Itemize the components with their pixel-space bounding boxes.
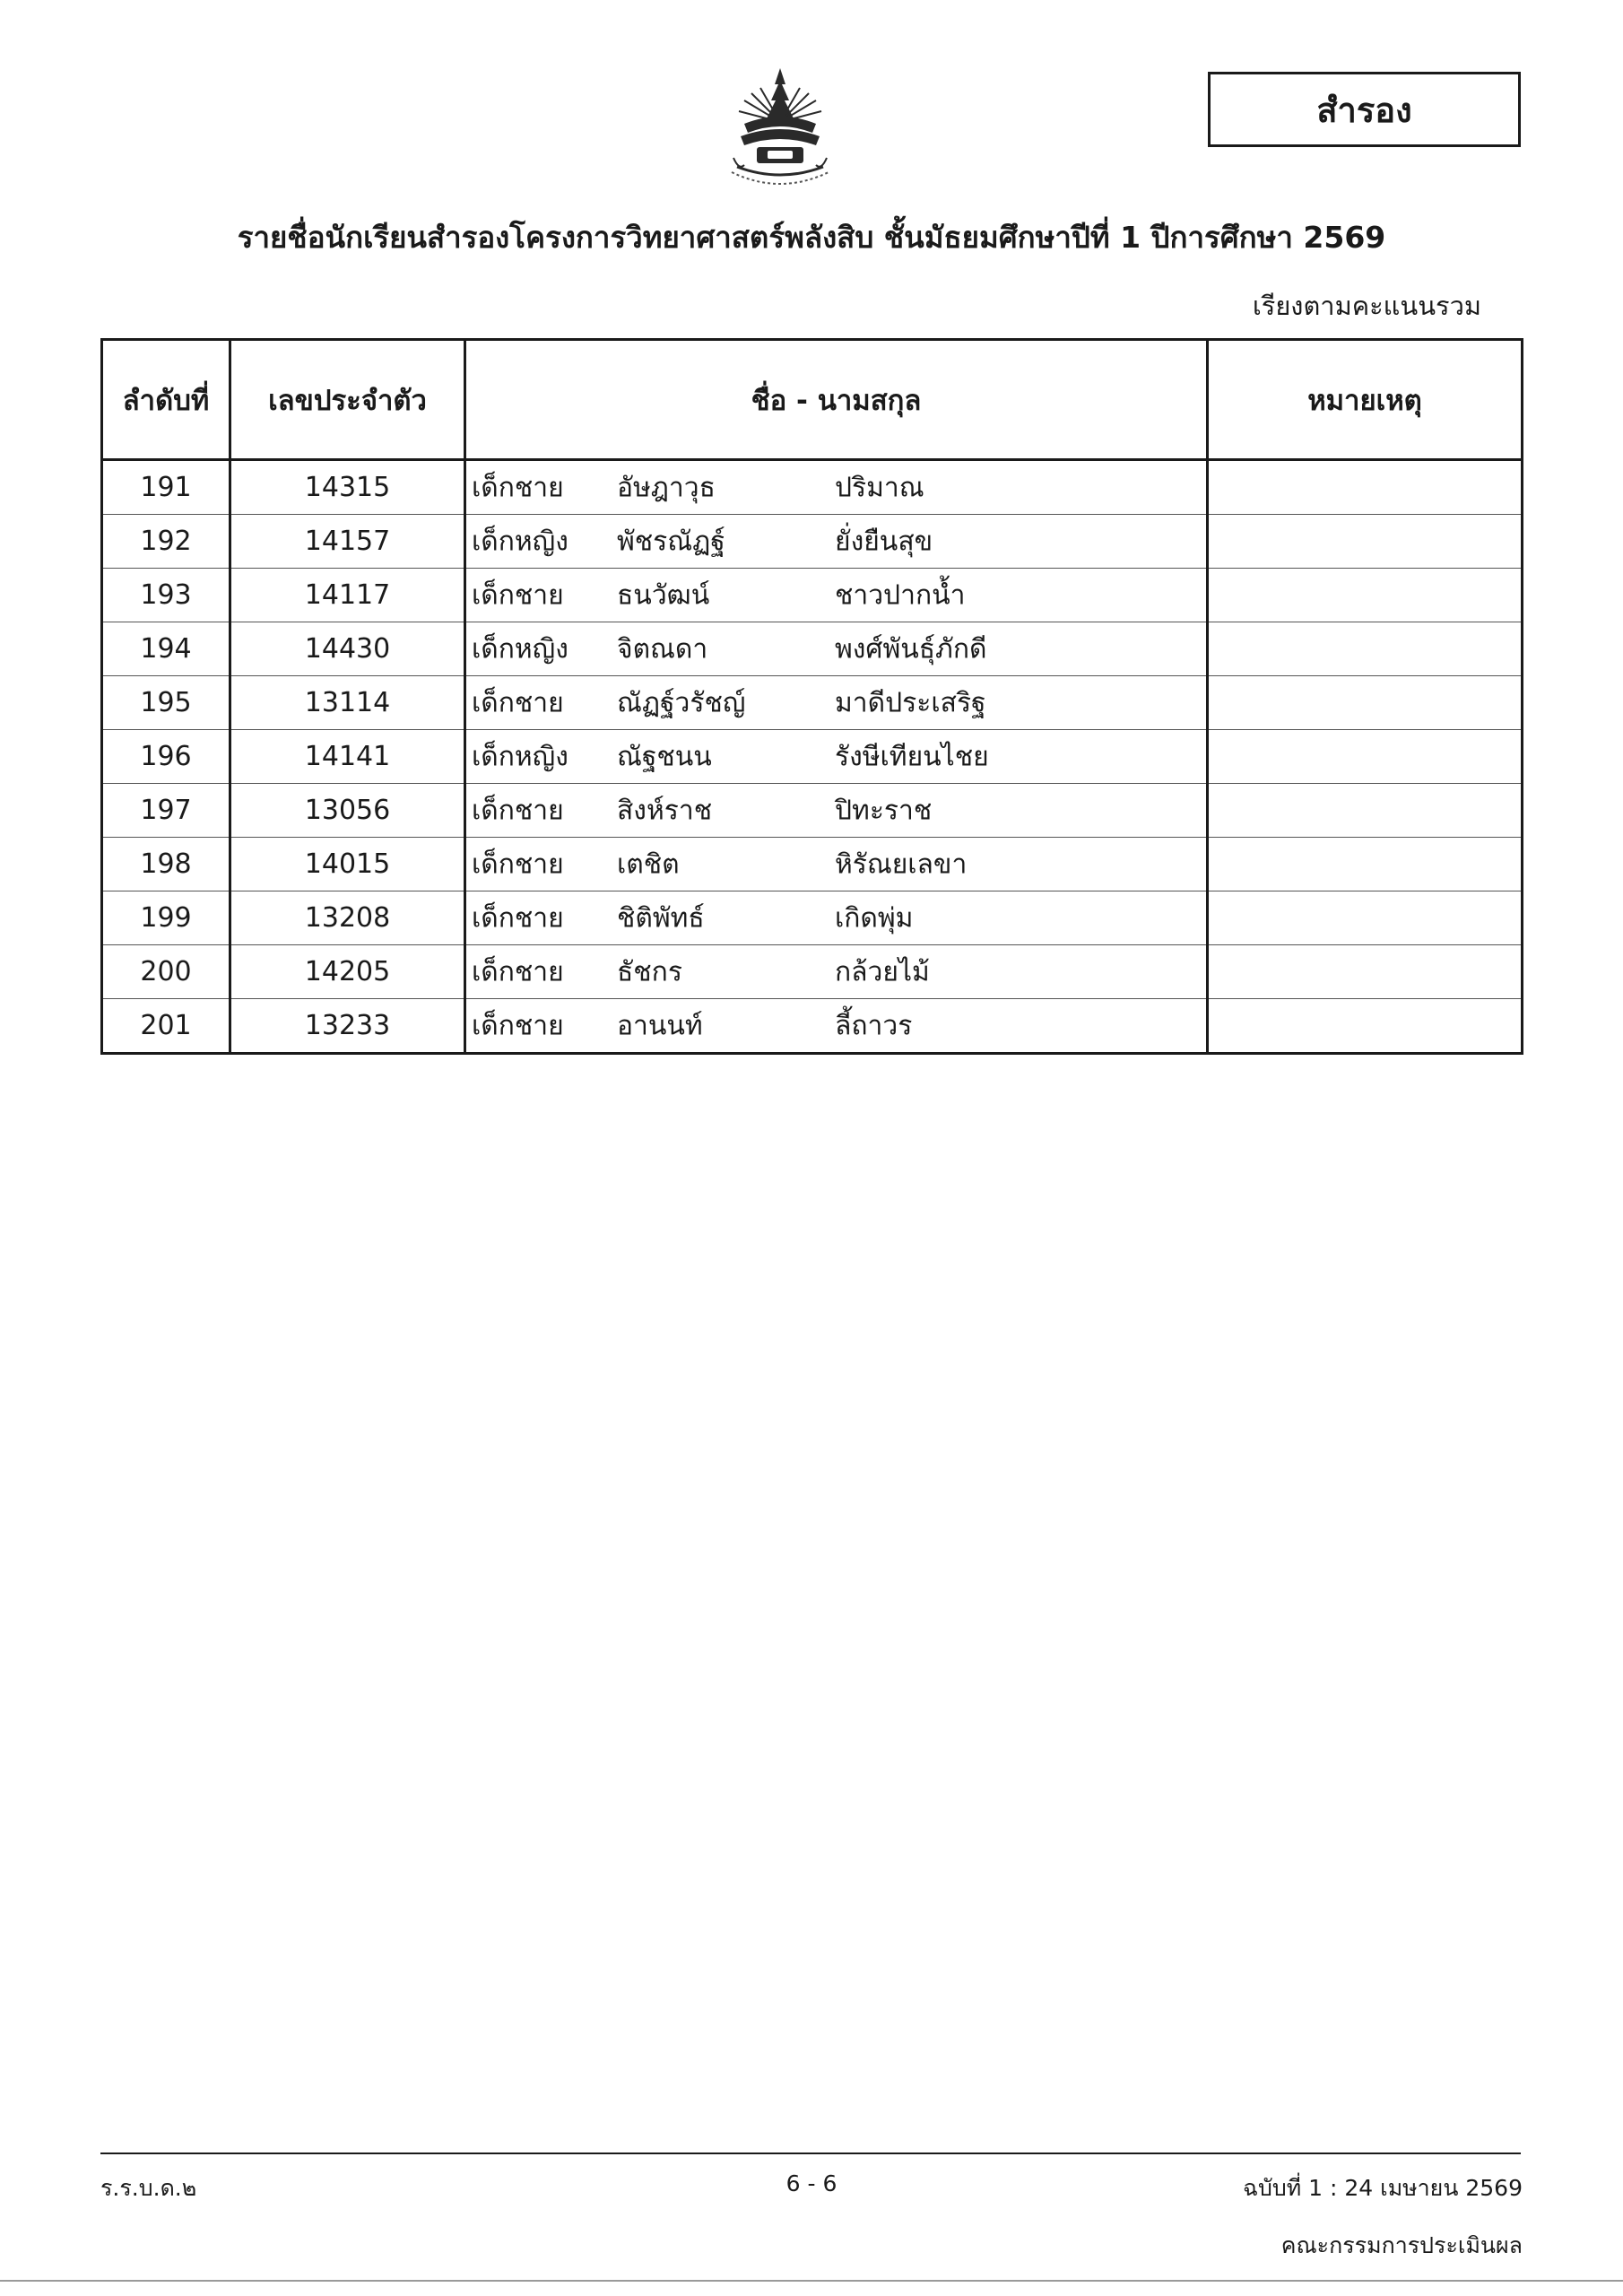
name-cell (465, 622, 1208, 676)
first-name: ณัฐชนน (617, 741, 712, 772)
student-id-cell: 14141 (230, 730, 465, 784)
table-row (102, 676, 1523, 730)
first-name: ชิติพัทธ์ (617, 902, 705, 934)
status-label: สำรอง (1316, 90, 1412, 130)
name-cell (465, 784, 1208, 838)
student-id-cell: 14205 (230, 945, 465, 999)
name-title: เด็กชาย (472, 848, 564, 880)
name-cell (465, 569, 1208, 622)
first-name: เตชิต (617, 848, 680, 880)
page-title: รายชื่อนักเรียนสำรองโครงการวิทยาศาสตร์พลังสิบ ชั้นมัธยมศึกษาปีที่ 1 ปีการศึกษา 2569 (237, 220, 1386, 255)
rank-cell: 195 (102, 676, 230, 730)
remark-cell (1208, 460, 1523, 515)
column-header-name: ชื่อ - นามสกุล (465, 340, 1208, 460)
name-cell (465, 676, 1208, 730)
remark-cell (1208, 515, 1523, 569)
rank-cell: 197 (102, 784, 230, 838)
school-seal-icon (681, 65, 879, 190)
rank-cell: 194 (102, 622, 230, 676)
first-name: อัษฎาวุธ (617, 472, 716, 503)
last-name: มาดีประเสริฐ (835, 687, 986, 718)
first-name: พัชรณัฏฐ์ (617, 526, 725, 557)
table-row (102, 838, 1523, 891)
student-id-cell: 14015 (230, 838, 465, 891)
student-table (100, 338, 1523, 1055)
page-bottom-edge (0, 2280, 1623, 2282)
table-row (102, 515, 1523, 569)
last-name: พงศ์พันธุ์ภักดี (835, 633, 987, 665)
name-cell (465, 515, 1208, 569)
remark-cell (1208, 838, 1523, 891)
column-header-rank: ลำดับที่ (102, 340, 230, 460)
last-name: ปริมาณ (835, 472, 924, 503)
remark-cell (1208, 891, 1523, 945)
last-name: ลี้ถาวร (835, 1010, 913, 1041)
footer-page-number: 6 - 6 (785, 2170, 838, 2196)
table-row (102, 999, 1523, 1054)
name-cell (465, 460, 1208, 515)
sort-note: เรียงตามคะแนนรวม (1252, 291, 1481, 321)
column-header-student-id: เลขประจำตัว (230, 340, 465, 460)
table-row (102, 460, 1523, 515)
last-name: ยั่งยืนสุข (835, 526, 933, 557)
first-name: ธนวัฒน์ (617, 579, 710, 611)
first-name: ธัชกร (617, 956, 682, 987)
remark-cell (1208, 784, 1523, 838)
rank-cell: 199 (102, 891, 230, 945)
table-row (102, 945, 1523, 999)
remark-cell (1208, 945, 1523, 999)
name-title: เด็กชาย (472, 956, 564, 987)
remark-cell (1208, 676, 1523, 730)
name-cell (465, 999, 1208, 1054)
student-id-cell: 14157 (230, 515, 465, 569)
status-box (1208, 72, 1521, 147)
student-id-cell: 14117 (230, 569, 465, 622)
last-name: ชาวปากน้ำ (835, 579, 966, 611)
footer-issuer: คณะกรรมการประเมินผล (1280, 2232, 1523, 2258)
student-id-cell: 14430 (230, 622, 465, 676)
table-row (102, 891, 1523, 945)
last-name: กล้วยไม้ (835, 956, 930, 987)
rank-cell: 198 (102, 838, 230, 891)
student-id-cell: 13233 (230, 999, 465, 1054)
remark-cell (1208, 569, 1523, 622)
name-title: เด็กหญิง (472, 633, 568, 665)
student-id-cell: 13208 (230, 891, 465, 945)
rank-cell: 193 (102, 569, 230, 622)
name-cell (465, 945, 1208, 999)
table-row (102, 730, 1523, 784)
rank-cell: 196 (102, 730, 230, 784)
table-header-row (102, 340, 1523, 460)
name-title: เด็กหญิง (472, 526, 568, 557)
student-id-cell: 14315 (230, 460, 465, 515)
rank-cell: 201 (102, 999, 230, 1054)
first-name: อานนท์ (617, 1010, 703, 1041)
rank-cell: 191 (102, 460, 230, 515)
first-name: สิงห์ราช (617, 795, 713, 826)
name-title: เด็กชาย (472, 795, 564, 826)
name-cell (465, 891, 1208, 945)
student-id-cell: 13114 (230, 676, 465, 730)
name-title: เด็กชาย (472, 902, 564, 934)
rank-cell: 200 (102, 945, 230, 999)
name-cell (465, 730, 1208, 784)
last-name: ปิทะราช (835, 795, 933, 826)
name-cell (465, 838, 1208, 891)
table-row (102, 569, 1523, 622)
table-row (102, 784, 1523, 838)
remark-cell (1208, 999, 1523, 1054)
name-title: เด็กชาย (472, 472, 564, 503)
name-title: เด็กหญิง (472, 741, 568, 772)
name-title: เด็กชาย (472, 687, 564, 718)
last-name: หิรัณยเลขา (835, 848, 968, 880)
footer-form-code: ร.ร.บ.ด.๒ (100, 2175, 197, 2201)
student-id-cell: 13056 (230, 784, 465, 838)
footer-divider (100, 2152, 1521, 2154)
name-title: เด็กชาย (472, 1010, 564, 1041)
last-name: รังษีเทียนไชย (835, 741, 989, 772)
remark-cell (1208, 622, 1523, 676)
footer-edition: ฉบับที่ 1 : 24 เมษายน 2569 (1242, 2175, 1523, 2201)
last-name: เกิดพุ่ม (835, 902, 914, 934)
first-name: ณัฏฐ์วรัชญ์ (617, 687, 746, 718)
rank-cell: 192 (102, 515, 230, 569)
column-header-remark: หมายเหตุ (1208, 340, 1523, 460)
name-title: เด็กชาย (472, 579, 564, 611)
first-name: จิตณดา (617, 633, 708, 665)
remark-cell (1208, 730, 1523, 784)
table-row (102, 622, 1523, 676)
